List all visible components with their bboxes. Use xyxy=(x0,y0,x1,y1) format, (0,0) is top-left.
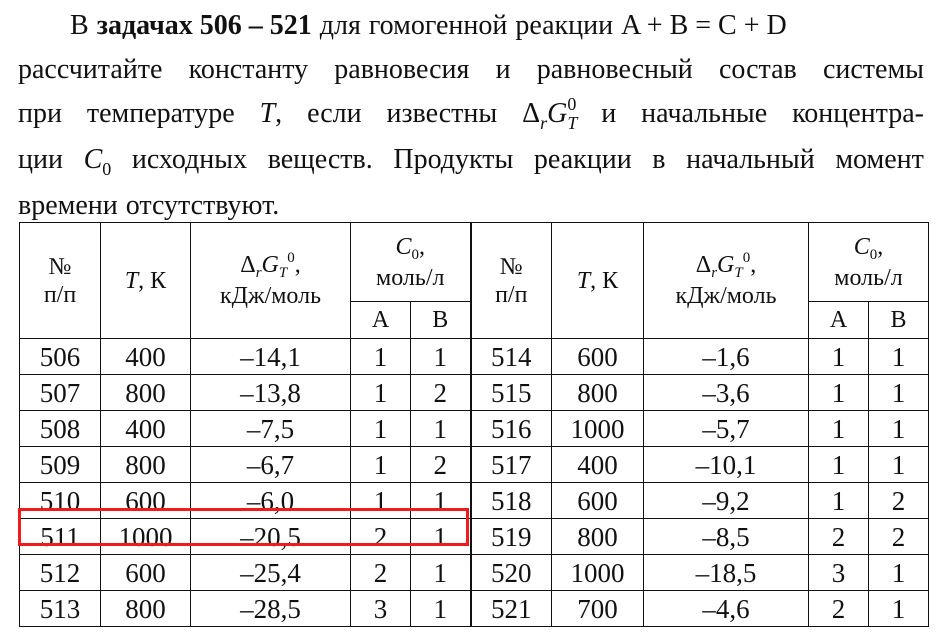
paragraph-word: и xyxy=(601,98,617,129)
table-cell: –20,5 xyxy=(191,519,351,555)
paragraph-line xyxy=(18,48,924,92)
table-cell: 507 xyxy=(20,375,101,411)
table-cell: 516 xyxy=(471,411,552,447)
table-cell: –25,4 xyxy=(191,555,351,591)
header-initial-concentration-right: $C_0$, моль/л xyxy=(809,223,929,302)
table-cell: 700 xyxy=(552,591,644,627)
table-cell: 520 xyxy=(471,555,552,591)
table-cell: 3 xyxy=(809,555,869,591)
paragraph-word: ции xyxy=(18,144,63,175)
table-cell: 519 xyxy=(471,519,552,555)
table-cell: 2 xyxy=(351,519,411,555)
table-cell: 1 xyxy=(411,483,471,519)
table-cell: 506 xyxy=(20,339,101,375)
table-cell: 2 xyxy=(809,591,869,627)
table-cell: 800 xyxy=(101,375,191,411)
paragraph-word: A + B = C + D xyxy=(621,10,787,41)
table-cell: 1 xyxy=(411,591,471,627)
table-cell: 800 xyxy=(101,447,191,483)
table-cell: 3 xyxy=(351,591,411,627)
paragraph-word: времени xyxy=(18,190,118,221)
table-cell: 1 xyxy=(351,447,411,483)
paragraph-word: реакции xyxy=(533,144,632,175)
table-cell: 800 xyxy=(552,519,644,555)
table-cell: 515 xyxy=(471,375,552,411)
table-cell: 2 xyxy=(411,375,471,411)
table-cell: 1 xyxy=(869,591,929,627)
paragraph-line xyxy=(18,4,924,48)
table-cell: –13,8 xyxy=(191,375,351,411)
paragraph-word: константу xyxy=(188,54,309,85)
paragraph-word: при xyxy=(18,98,62,129)
paragraph-word: концентра- xyxy=(792,98,924,129)
table-cell: 600 xyxy=(552,483,644,519)
paragraph-word: $\Delta_rG_T^0$ xyxy=(522,94,578,133)
table-cell: –5,7 xyxy=(644,411,809,447)
table-cell: 1 xyxy=(351,483,411,519)
table-cell: 1 xyxy=(351,375,411,411)
table-row xyxy=(20,555,929,591)
table-cell: 1 xyxy=(351,411,411,447)
header-temperature-right: T, К xyxy=(552,223,644,339)
paragraph-word: и xyxy=(495,54,511,85)
table-cell: 521 xyxy=(471,591,552,627)
paragraph-word: равновесия xyxy=(334,54,470,85)
table-row xyxy=(20,519,929,555)
header-col-a: A xyxy=(351,302,411,339)
paragraph-line xyxy=(18,138,924,184)
table-cell: 2 xyxy=(411,447,471,483)
table-cell: 600 xyxy=(101,483,191,519)
table-cell: 509 xyxy=(20,447,101,483)
table-cell: 1 xyxy=(411,339,471,375)
header-col-a-right: A xyxy=(809,302,869,339)
table-cell: –4,6 xyxy=(644,591,809,627)
table-row xyxy=(20,591,929,627)
paragraph-word: Продукты xyxy=(393,144,514,175)
table-cell: 1 xyxy=(869,447,929,483)
header-number: № п/п xyxy=(20,223,101,339)
table-cell: 400 xyxy=(552,447,644,483)
paragraph-word: известны xyxy=(386,98,498,129)
table-cell: 514 xyxy=(471,339,552,375)
paragraph-word: начальные xyxy=(641,98,768,129)
paragraph-word: для xyxy=(319,10,361,41)
table-row xyxy=(20,411,929,447)
table-cell: –7,5 xyxy=(191,411,351,447)
table-cell: 1 xyxy=(411,555,471,591)
table-cell: 517 xyxy=(471,447,552,483)
table-cell: –28,5 xyxy=(191,591,351,627)
table-cell: 1 xyxy=(809,375,869,411)
paragraph-word: веществ. xyxy=(267,144,373,175)
paragraph-word: температуре xyxy=(86,98,235,129)
paragraph-word: В xyxy=(70,10,89,41)
paragraph-word: состав xyxy=(718,54,797,85)
table-cell: –6,7 xyxy=(191,447,351,483)
table-cell: 1 xyxy=(809,339,869,375)
table-cell: 510 xyxy=(20,483,101,519)
table-cell: 1 xyxy=(869,555,929,591)
header-initial-concentration: $C_0$, моль/л xyxy=(351,223,471,302)
table-cell: –1,6 xyxy=(644,339,809,375)
paragraph-word: $C_0$ xyxy=(83,144,112,179)
table-cell: 800 xyxy=(552,375,644,411)
table-cell: 400 xyxy=(101,411,191,447)
table-cell: 2 xyxy=(869,483,929,519)
table-cell: 1 xyxy=(869,339,929,375)
problem-statement xyxy=(18,4,924,228)
table-cell: 1000 xyxy=(552,555,644,591)
table-cell: –9,2 xyxy=(644,483,809,519)
table-row xyxy=(20,483,929,519)
table-cell: 600 xyxy=(101,555,191,591)
paragraph-word: равновесный xyxy=(536,54,693,85)
table-cell: 2 xyxy=(351,555,411,591)
paragraph-word: задачах 506 – 521 xyxy=(96,10,312,41)
table-cell: 1000 xyxy=(101,519,191,555)
table-cell: –8,5 xyxy=(644,519,809,555)
table-cell: 800 xyxy=(101,591,191,627)
table-cell: –6,0 xyxy=(191,483,351,519)
paragraph-word: системы xyxy=(822,54,924,85)
header-gibbs-energy-right: $\Delta_rG_T^0$, кДж/моль xyxy=(644,223,809,339)
table-cell: 1 xyxy=(411,519,471,555)
paragraph-word: если xyxy=(307,98,362,129)
table-cell: 2 xyxy=(809,519,869,555)
table-cell: 1000 xyxy=(552,411,644,447)
paragraph-word: гомогенной xyxy=(368,10,508,41)
header-gibbs-energy: $\Delta_rG_T^0$, кДж/моль xyxy=(191,223,351,339)
paragraph-line xyxy=(18,92,924,138)
table-cell: 600 xyxy=(552,339,644,375)
table-cell: 1 xyxy=(809,411,869,447)
paragraph-word: T, xyxy=(259,98,283,129)
paragraph-word: отсутствуют. xyxy=(125,190,280,221)
table-cell: –18,5 xyxy=(644,555,809,591)
table-cell: 513 xyxy=(20,591,101,627)
table-cell: 1 xyxy=(351,339,411,375)
table-cell: 508 xyxy=(20,411,101,447)
header-number-right: № п/п xyxy=(471,223,552,339)
paragraph-word: исходных xyxy=(131,144,248,175)
table-row xyxy=(20,339,929,375)
table-cell: 1 xyxy=(411,411,471,447)
paragraph-word: рассчитайте xyxy=(18,54,163,85)
table-cell: –3,6 xyxy=(644,375,809,411)
reaction-data-table xyxy=(19,222,929,627)
table-cell: 1 xyxy=(869,411,929,447)
table-cell: 400 xyxy=(101,339,191,375)
header-col-b-right: B xyxy=(869,302,929,339)
header-temperature: T, К xyxy=(101,223,191,339)
header-col-b: B xyxy=(411,302,471,339)
table-row xyxy=(20,447,929,483)
paragraph-word: реакции xyxy=(515,10,614,41)
table-cell: 518 xyxy=(471,483,552,519)
table-cell: 512 xyxy=(20,555,101,591)
table-cell: –14,1 xyxy=(191,339,351,375)
table-row xyxy=(20,375,929,411)
table-cell: –10,1 xyxy=(644,447,809,483)
table-cell: 1 xyxy=(809,483,869,519)
paragraph-word: в xyxy=(652,144,666,175)
table-cell: 511 xyxy=(20,519,101,555)
table-cell: 1 xyxy=(869,375,929,411)
paragraph-word: начальный xyxy=(686,144,815,175)
paragraph-word: момент xyxy=(835,144,924,175)
table-cell: 2 xyxy=(869,519,929,555)
table-cell: 1 xyxy=(809,447,869,483)
